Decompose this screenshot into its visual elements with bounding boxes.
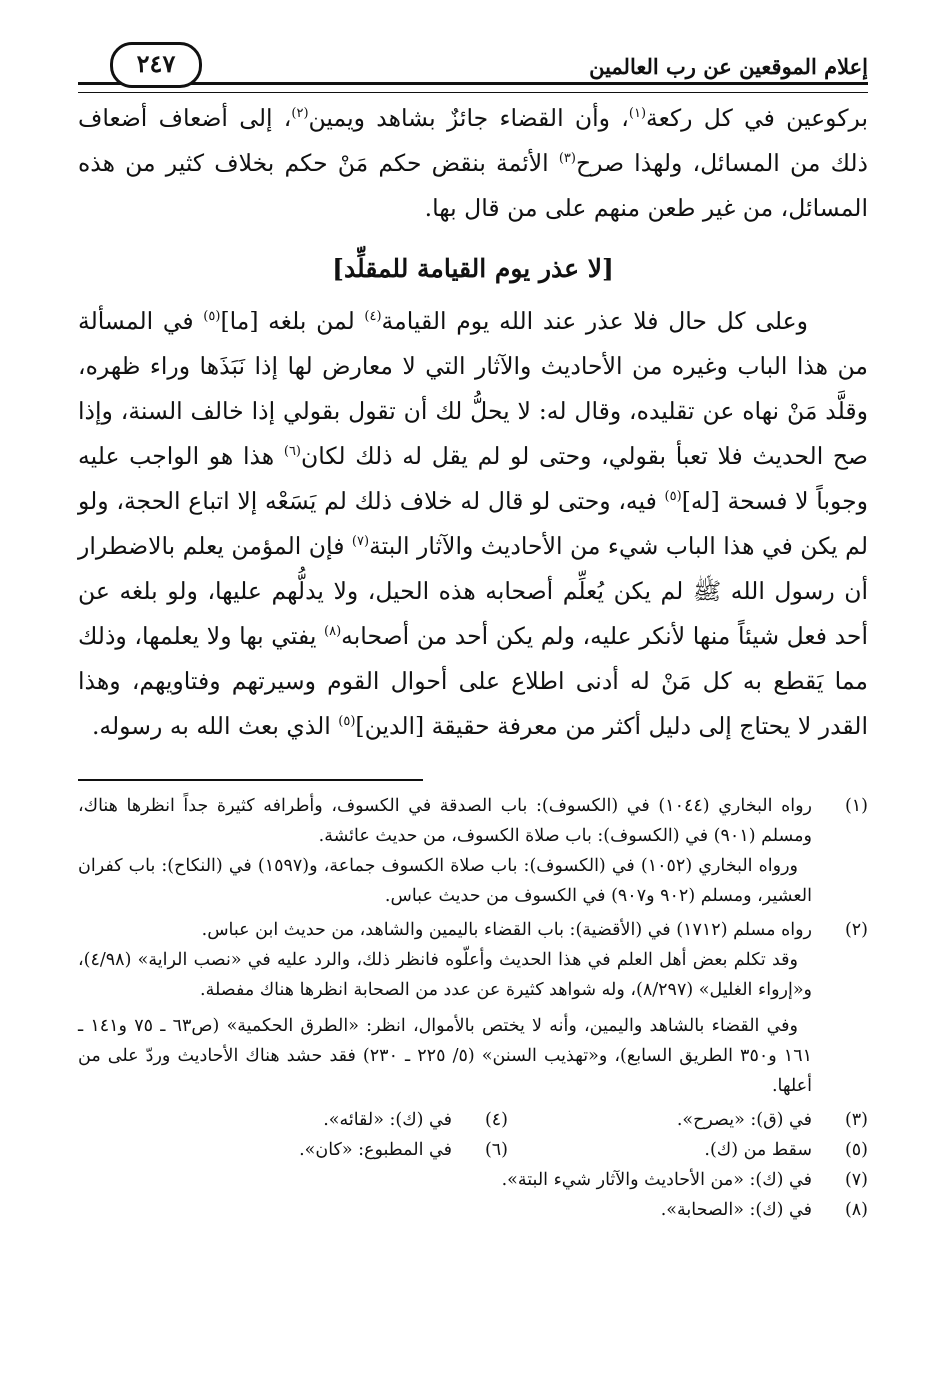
footnote-number: (٥) xyxy=(844,1140,868,1160)
footnote-4 xyxy=(148,1105,508,1135)
footnote-number: (٧) xyxy=(844,1170,868,1190)
footnote-5 xyxy=(508,1135,868,1165)
text-run: فإن المؤمن يعلم بالاضطرار أن رسول الله ﷺ لم يكن يُعلِّم أصحابه هذه الحيل، ولا يدلُّهم عليها، ولو بلغه عن أحد فعل شيئاً منها لأنكر عليه، ولم يكن أحد من أصحابه xyxy=(78,532,868,650)
footnote-text: رواه مسلم (١٧١٢) في (الأقضية): باب القضاء باليمين والشاهد، من حديث ابن عباس. xyxy=(201,920,812,940)
page-number: ٢٤٧ xyxy=(110,42,202,88)
text-run: هذا هو الواجب عليه وجوباً لا فسحة [له] xyxy=(78,442,868,515)
text-run: بركوعين في كل ركعة xyxy=(646,104,869,132)
text-run: يفتي بها ولا يعلمها، وذلك مما يَقطع به كل مَنْ له أدنى اطلاع على أحوال القوم وسيرتهم وفتاويهم، وهذا القدر لا يحتاج إلى دليل أكثر من معرفة حقيقة [الدين] xyxy=(78,622,868,740)
text-run: ، وأن القضاء جائزٌ بشاهد ويمين xyxy=(308,104,629,132)
footnote-text: في المطبوع: «كان». xyxy=(299,1140,452,1160)
footnote-ref[interactable]: (٣) xyxy=(558,151,576,167)
text-run: فيه، وحتى لو قال له خلاف ذلك لم يَسَعْه إلا اتباع الحجة، ولو لم يكن في هذا الباب شيء من الأحاديث والآثار البتة xyxy=(78,487,868,560)
footnote-text: وفي القضاء بالشاهد واليمين، وأنه لا يختص بالأموال، انظر: «الطرق الحكمية» (ص٦٣ ـ ٧٥ و١٤١ ـ ١٦١ و٣٥٠ الطريق السابع)، و«تهذيب السنن» (٥/ ٢٢٥ ـ ٢٣٠) فقد حشد هناك الأحاديث وردّ على من أعلها. xyxy=(78,1016,812,1096)
footnote-ref[interactable]: (٥) xyxy=(338,714,356,730)
footnote-number: (٣) xyxy=(844,1110,868,1130)
footnote-body xyxy=(78,915,812,1101)
running-header xyxy=(78,40,868,92)
footnote-text: سقط من (ك). xyxy=(704,1140,812,1160)
body-paragraph-2 xyxy=(78,299,868,749)
book-page xyxy=(78,40,868,1225)
footnote-text: ورواه البخاري (١٠٥٢) في (الكسوف): باب صلاة الكسوف جماعة، و(١٥٩٧) في (النكاح): باب كفران العشير، ومسلم (٩٠٢ و٩٠٧) في الكسوف من حديث عباس. xyxy=(78,856,812,906)
footnote-text: في (ك): «الصحابة». xyxy=(660,1200,812,1220)
footnote-2 xyxy=(78,915,868,1101)
footnote-8 xyxy=(78,1195,868,1225)
section-heading: [لا عذر يوم القيامة للمقلِّد] xyxy=(332,254,614,283)
footnote-3 xyxy=(508,1105,868,1135)
text-run: لمن بلغه [ما] xyxy=(220,307,365,335)
text-run: الأئمة بنقض حكم مَنْ حكم بخلاف كثير من هذه المسائل، من غير طعن منهم على من قال بها. xyxy=(78,149,868,222)
footnote-1 xyxy=(78,791,868,911)
footnote-separator xyxy=(78,779,423,781)
footnote-ref[interactable]: (٤) xyxy=(364,309,382,325)
footnote-6 xyxy=(148,1135,508,1165)
footnote-ref[interactable]: (٧) xyxy=(351,534,370,550)
footnotes xyxy=(78,791,868,1225)
footnote-number: (١) xyxy=(844,796,868,816)
footnote-body xyxy=(78,791,812,911)
footnote-row xyxy=(78,1105,868,1135)
footnote-text: في (ق): «يصرح». xyxy=(676,1110,812,1130)
book-title: إعلام الموقعين عن رب العالمين xyxy=(589,54,868,79)
footnote-text: في (ك): «من الأحاديث والآثار شيء البتة». xyxy=(501,1170,812,1190)
footnote-ref[interactable]: (٢) xyxy=(291,106,309,122)
footnote-ref[interactable]: (٦) xyxy=(283,444,301,460)
footnote-number: (٦) xyxy=(484,1140,508,1160)
footnote-ref[interactable]: (٥) xyxy=(203,309,221,325)
footnote-ref[interactable]: (١) xyxy=(628,106,647,122)
footnote-number: (٨) xyxy=(844,1200,868,1220)
text-run: في المسألة من هذا الباب وغيره من الأحاديث والآثار التي لا معارض لها إذا نَبَذَها وراء ظهره، وقلَّد مَنْ نهاه عن تقليده، وقال له: لا يحلُّ لك أن تقول بقولي إذا خالف السنة، وإذا صح الحديث فلا تعبأ بقولي، وحتى لو لم يقل له ذلك لكان xyxy=(78,307,869,470)
footnote-number: (٤) xyxy=(484,1110,508,1130)
footnote-text: في (ك): «لقائه». xyxy=(323,1110,452,1130)
text-run: وعلى كل حال فلا عذر عند الله يوم القيامة xyxy=(381,307,808,335)
footnote-row xyxy=(78,1135,868,1165)
body-paragraph-1 xyxy=(78,96,868,231)
footnote-text: وقد تكلم بعض أهل العلم في هذا الحديث وأعلّوه فانظر ذلك، والرد عليه في «نصب الراية» (٤/٩٨)، و«إرواء الغليل» (٨/٢٩٧)، وله شواهد كثيرة عن عدد من الصحابة انظرها هناك مفصلة. xyxy=(78,950,812,1000)
footnote-ref[interactable]: (٥) xyxy=(664,489,682,505)
footnote-text: رواه البخاري (١٠٤٤) في (الكسوف): باب الصدقة في الكسوف، وأطرافه كثيرة جداً انظرها هناك، ومسلم (٩٠١) في (الكسوف): باب صلاة الكسوف، من حديث عائشة. xyxy=(78,796,813,846)
footnote-number: (٢) xyxy=(844,920,868,940)
header-rule xyxy=(78,82,868,93)
text-run: ، إلى أضعاف أضعاف ذلك من المسائل، ولهذا صرح xyxy=(78,104,868,177)
footnote-ref[interactable]: (٨) xyxy=(324,624,342,640)
text-run: الذي بعث الله به رسوله. xyxy=(91,712,339,740)
footnote-7 xyxy=(78,1165,868,1195)
